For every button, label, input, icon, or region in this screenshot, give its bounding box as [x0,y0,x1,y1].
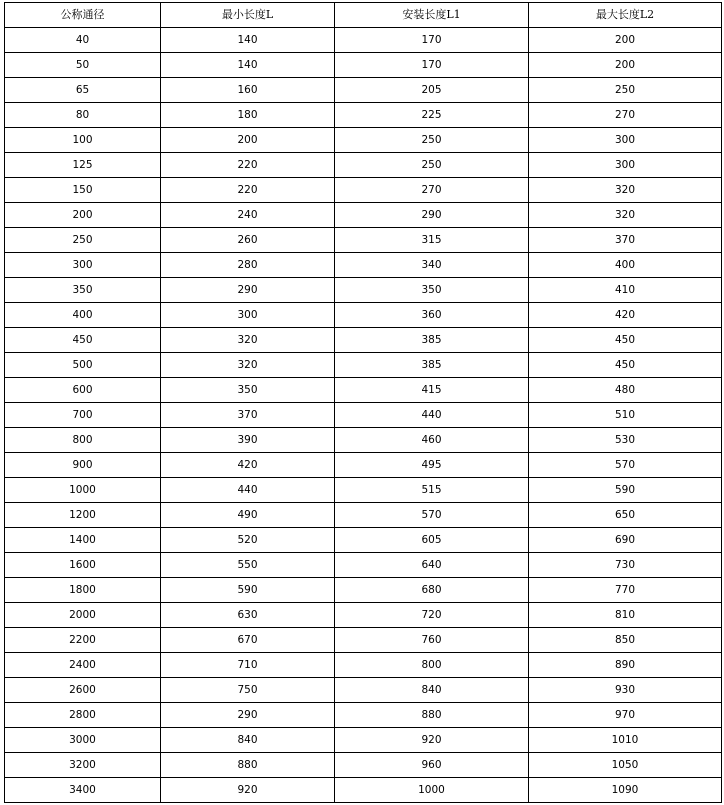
cell-install-length: 315 [335,228,529,253]
cell-min-length: 520 [161,528,335,553]
cell-nominal-diameter: 1600 [5,553,161,578]
cell-min-length: 880 [161,753,335,778]
cell-install-length: 570 [335,503,529,528]
cell-max-length: 770 [529,578,722,603]
cell-max-length: 850 [529,628,722,653]
cell-max-length: 370 [529,228,722,253]
cell-nominal-diameter: 600 [5,378,161,403]
cell-max-length: 410 [529,278,722,303]
cell-install-length: 250 [335,153,529,178]
cell-nominal-diameter: 250 [5,228,161,253]
cell-install-length: 605 [335,528,529,553]
cell-max-length: 1050 [529,753,722,778]
cell-nominal-diameter: 300 [5,253,161,278]
cell-max-length: 690 [529,528,722,553]
cell-install-length: 440 [335,403,529,428]
cell-install-length: 385 [335,353,529,378]
cell-install-length: 270 [335,178,529,203]
table-row [5,478,722,503]
cell-min-length: 220 [161,153,335,178]
cell-nominal-diameter: 150 [5,178,161,203]
cell-install-length: 205 [335,78,529,103]
cell-min-length: 630 [161,603,335,628]
table-row [5,128,722,153]
cell-max-length: 570 [529,453,722,478]
table-row [5,678,722,703]
cell-install-length: 385 [335,328,529,353]
cell-max-length: 530 [529,428,722,453]
cell-nominal-diameter: 100 [5,128,161,153]
cell-min-length: 200 [161,128,335,153]
cell-min-length: 290 [161,278,335,303]
table-row [5,753,722,778]
cell-nominal-diameter: 3400 [5,778,161,803]
cell-nominal-diameter: 700 [5,403,161,428]
cell-min-length: 670 [161,628,335,653]
table-row [5,778,722,803]
table-row [5,203,722,228]
cell-min-length: 320 [161,353,335,378]
cell-nominal-diameter: 80 [5,103,161,128]
cell-min-length: 320 [161,328,335,353]
cell-install-length: 460 [335,428,529,453]
cell-max-length: 200 [529,28,722,53]
cell-install-length: 760 [335,628,529,653]
cell-nominal-diameter: 450 [5,328,161,353]
cell-min-length: 750 [161,678,335,703]
cell-min-length: 490 [161,503,335,528]
cell-max-length: 200 [529,53,722,78]
cell-nominal-diameter: 1800 [5,578,161,603]
table-row [5,453,722,478]
cell-min-length: 710 [161,653,335,678]
cell-max-length: 320 [529,178,722,203]
cell-install-length: 720 [335,603,529,628]
table-row [5,103,722,128]
cell-min-length: 220 [161,178,335,203]
cell-nominal-diameter: 3000 [5,728,161,753]
cell-nominal-diameter: 2200 [5,628,161,653]
cell-min-length: 300 [161,303,335,328]
table-body [5,28,722,803]
cell-max-length: 650 [529,503,722,528]
cell-install-length: 840 [335,678,529,703]
cell-nominal-diameter: 1400 [5,528,161,553]
cell-min-length: 840 [161,728,335,753]
cell-nominal-diameter: 50 [5,53,161,78]
cell-min-length: 590 [161,578,335,603]
cell-max-length: 930 [529,678,722,703]
cell-max-length: 1010 [529,728,722,753]
header-install-length: 安装长度L1 [335,3,529,28]
table-row [5,28,722,53]
cell-install-length: 495 [335,453,529,478]
cell-nominal-diameter: 400 [5,303,161,328]
dimension-table [4,2,722,803]
cell-install-length: 800 [335,653,529,678]
header-row [5,3,722,28]
cell-nominal-diameter: 1000 [5,478,161,503]
cell-min-length: 240 [161,203,335,228]
cell-install-length: 250 [335,128,529,153]
cell-install-length: 640 [335,553,529,578]
cell-min-length: 390 [161,428,335,453]
cell-max-length: 810 [529,603,722,628]
table-row [5,603,722,628]
table-row [5,728,722,753]
cell-install-length: 960 [335,753,529,778]
cell-nominal-diameter: 2000 [5,603,161,628]
cell-max-length: 510 [529,403,722,428]
cell-install-length: 170 [335,53,529,78]
cell-min-length: 260 [161,228,335,253]
cell-install-length: 360 [335,303,529,328]
cell-nominal-diameter: 500 [5,353,161,378]
cell-nominal-diameter: 125 [5,153,161,178]
cell-min-length: 290 [161,703,335,728]
cell-max-length: 300 [529,153,722,178]
cell-nominal-diameter: 40 [5,28,161,53]
cell-max-length: 1090 [529,778,722,803]
cell-min-length: 350 [161,378,335,403]
cell-install-length: 920 [335,728,529,753]
cell-max-length: 250 [529,78,722,103]
table-row [5,403,722,428]
cell-install-length: 225 [335,103,529,128]
table-row [5,628,722,653]
header-nominal-diameter: 公称通径 [5,3,161,28]
cell-max-length: 890 [529,653,722,678]
cell-install-length: 515 [335,478,529,503]
cell-max-length: 730 [529,553,722,578]
cell-nominal-diameter: 1200 [5,503,161,528]
cell-nominal-diameter: 65 [5,78,161,103]
cell-max-length: 450 [529,328,722,353]
cell-install-length: 170 [335,28,529,53]
table-row [5,703,722,728]
cell-min-length: 420 [161,453,335,478]
cell-max-length: 320 [529,203,722,228]
cell-min-length: 280 [161,253,335,278]
cell-min-length: 920 [161,778,335,803]
header-min-length: 最小长度L [161,3,335,28]
cell-install-length: 350 [335,278,529,303]
cell-min-length: 140 [161,53,335,78]
cell-max-length: 480 [529,378,722,403]
table-row [5,228,722,253]
cell-max-length: 270 [529,103,722,128]
table-row [5,53,722,78]
table-row [5,278,722,303]
cell-min-length: 160 [161,78,335,103]
table-row [5,553,722,578]
cell-nominal-diameter: 2800 [5,703,161,728]
cell-install-length: 680 [335,578,529,603]
table-row [5,153,722,178]
table-header [5,3,722,28]
table-row [5,578,722,603]
table-row [5,428,722,453]
cell-install-length: 415 [335,378,529,403]
cell-max-length: 420 [529,303,722,328]
cell-min-length: 550 [161,553,335,578]
cell-install-length: 880 [335,703,529,728]
cell-nominal-diameter: 900 [5,453,161,478]
header-max-length: 最大长度L2 [529,3,722,28]
cell-install-length: 290 [335,203,529,228]
table-row [5,303,722,328]
table-row [5,653,722,678]
cell-nominal-diameter: 2600 [5,678,161,703]
table-row [5,78,722,103]
table-row [5,328,722,353]
table-row [5,353,722,378]
cell-max-length: 590 [529,478,722,503]
cell-nominal-diameter: 3200 [5,753,161,778]
cell-min-length: 180 [161,103,335,128]
cell-nominal-diameter: 800 [5,428,161,453]
cell-nominal-diameter: 350 [5,278,161,303]
cell-max-length: 450 [529,353,722,378]
cell-min-length: 140 [161,28,335,53]
cell-min-length: 440 [161,478,335,503]
cell-max-length: 300 [529,128,722,153]
cell-nominal-diameter: 2400 [5,653,161,678]
cell-install-length: 1000 [335,778,529,803]
table-row [5,503,722,528]
table-row [5,528,722,553]
cell-install-length: 340 [335,253,529,278]
table-row [5,253,722,278]
cell-max-length: 970 [529,703,722,728]
table-row [5,378,722,403]
table-row [5,178,722,203]
cell-nominal-diameter: 200 [5,203,161,228]
cell-min-length: 370 [161,403,335,428]
cell-max-length: 400 [529,253,722,278]
